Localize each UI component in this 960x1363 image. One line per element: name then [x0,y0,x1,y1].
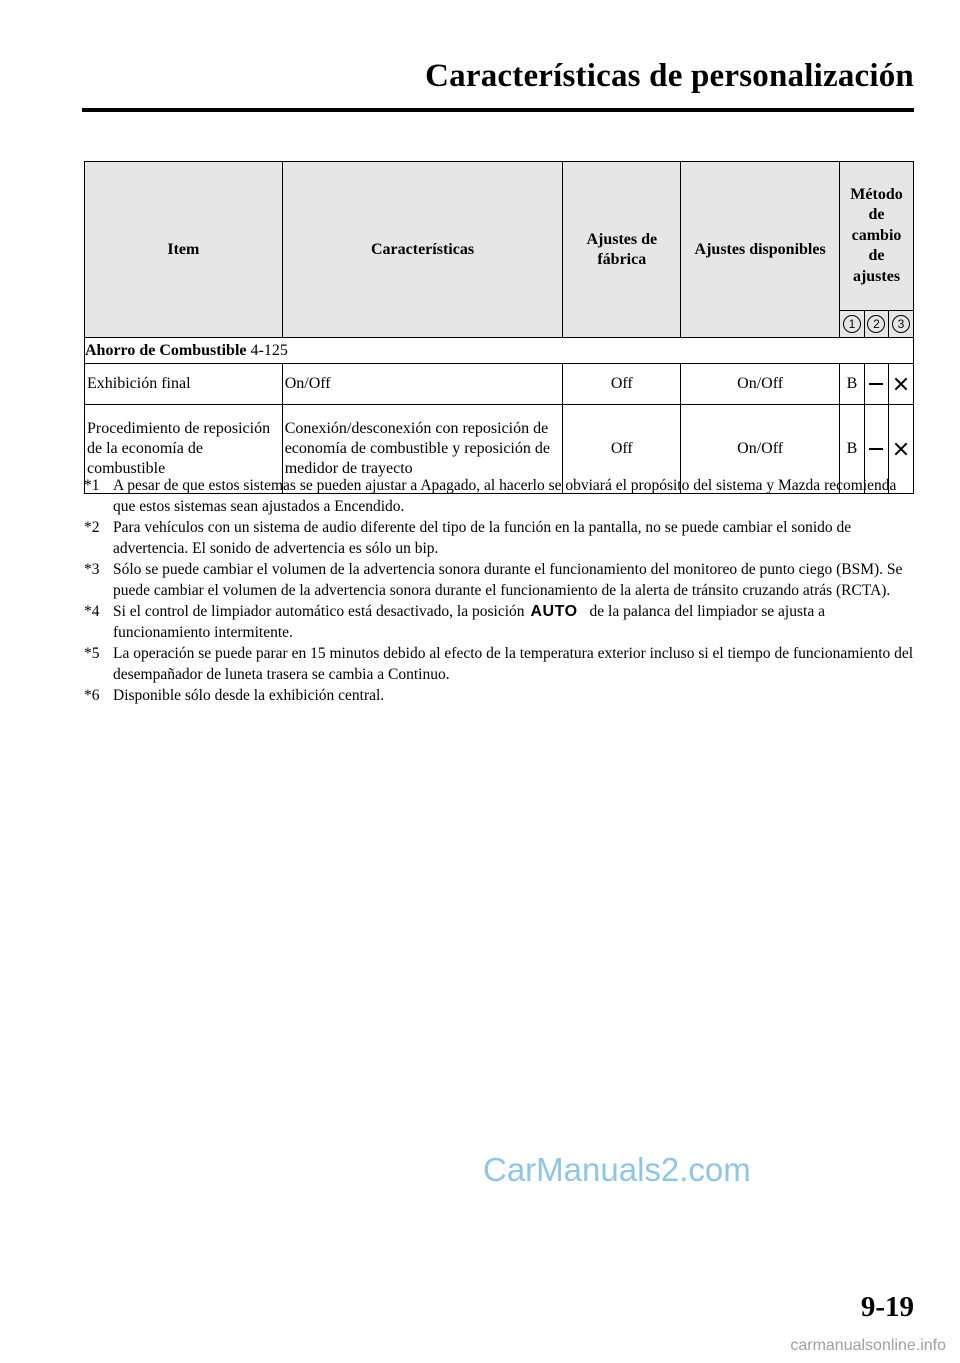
row-factory: Off [563,405,681,494]
footnote: *6 Disponible sólo desde la exhibición central. [84,687,385,704]
row-method-1: B [840,364,865,405]
row-factory: Off [563,364,681,405]
footnote: *2 Para vehículos con un sistema de audio diferente del tipo de la función en la pantalla, no se puede cambiar el sonido de advertencia. El sonido de advertencia es sólo un bip. [84,519,852,557]
row-item: Exhibición final [85,364,283,405]
row-method-1: B [840,405,865,494]
watermark: CarManuals2.com [483,1151,751,1188]
row-method-2 [864,364,888,405]
header-item: Item [85,162,283,338]
row-available: On/Off [681,364,840,405]
header-features: Características [282,162,563,338]
method-number-2: 2 [864,311,888,338]
dash-icon [869,383,883,385]
section-ref: 4-125 [250,341,288,359]
cross-icon [894,377,908,391]
row-item: Procedimiento de reposición de la economía de combustible [85,405,283,494]
dash-icon [869,448,883,450]
customization-table [84,161,914,494]
row-method-3 [888,364,913,405]
table-row [85,364,914,405]
footnote: *4 Si el control de limpiador automático está desactivado, la posición AUTO de la palanca del limpiador se ajusta a funcionamiento intermitente. [84,603,825,641]
header-available: Ajustes disponibles [681,162,840,338]
footnote: *5 La operación se puede parar en 15 minutos debido al efecto de la temperatura exterior incluso si el tiempo de funcionamiento del desempañador de luneta trasera se cambia a Continuo. [84,645,914,683]
row-features: Conexión/desconexión con reposición de economía de combustible y reposición de medidor de trayecto [282,405,563,494]
title-rule [82,108,914,112]
method-number-3: 3 [888,311,913,338]
header-method: Método de cambio de ajustes [840,162,914,311]
footnotes [84,475,914,706]
header-factory: Ajustes de fábrica [563,162,681,338]
row-available: On/Off [681,405,840,494]
footnote: *1 A pesar de que estos sistemas se pueden ajustar a Apagado, al hacerlo se obviará el propósito del sistema y Mazda recomienda que estos sistemas sean ajustados a Encendido. [84,477,897,515]
cross-icon [894,442,908,456]
section-label: Ahorro de Combustible [85,341,247,359]
footnote: *3 Sólo se puede cambiar el volumen de la advertencia sonora durante el funcionamiento del monitoreo de punto ciego (BSM). Se puede cambiar el volumen de la advertencia sonora durante el funcionamiento de la alerta de tránsito cruzando atrás (RCTA). [84,561,903,599]
method-number-1: 1 [840,311,865,338]
auto-wiper-icon: AUTO [530,603,578,620]
section-row [85,338,914,364]
page-number: 9-19 [860,1291,914,1323]
row-features: On/Off [282,364,563,405]
page-title: Características de personalización [425,58,914,94]
footer-watermark: carmanualsonline.info [790,1337,946,1354]
